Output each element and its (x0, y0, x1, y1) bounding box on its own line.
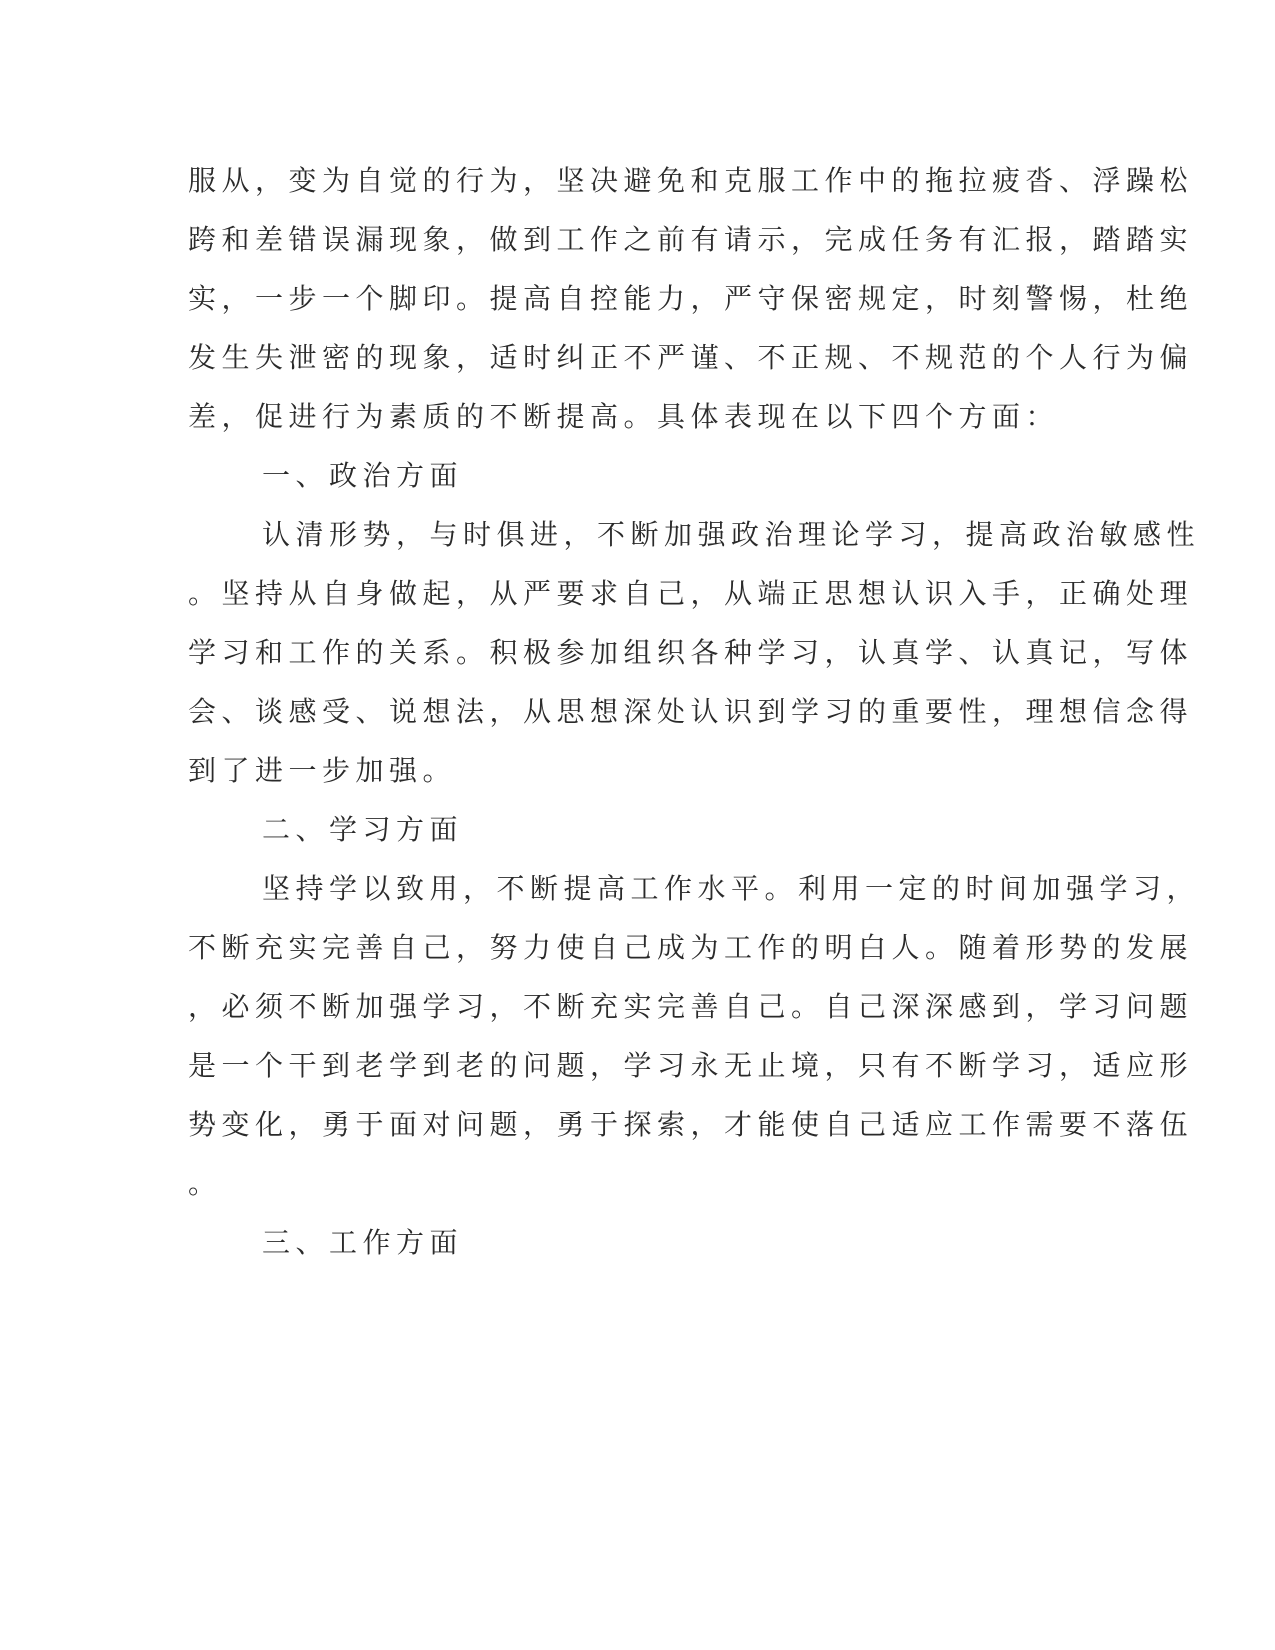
section-heading-work: 三、工作方面 (262, 1226, 464, 1259)
paragraph-line: 跨和差错误漏现象，做到工作之前有请示，完成任务有汇报，踏踏实 (188, 223, 1194, 256)
paragraph-line: ，必须不断加强学习，不断充实完善自己。自己深深感到，学习问题 (188, 990, 1194, 1023)
paragraph-line: 是一个干到老学到老的问题，学习永无止境，只有不断学习，适应形 (188, 1049, 1194, 1082)
paragraph-line: 服从，变为自觉的行为，坚决避免和克服工作中的拖拉疲沓、浮躁松 (188, 164, 1194, 197)
paragraph-line: 认清形势，与时俱进，不断加强政治理论学习，提高政治敏感性 (262, 518, 1201, 551)
paragraph-line: 学习和工作的关系。积极参加组织各种学习，认真学、认真记，写体 (188, 636, 1194, 669)
paragraph-line: 差，促进行为素质的不断提高。具体表现在以下四个方面： (188, 400, 1060, 433)
paragraph-line: 势变化，勇于面对问题，勇于探索，才能使自己适应工作需要不落伍 (188, 1108, 1194, 1141)
paragraph-line: 。 (188, 1167, 222, 1200)
paragraph-line: 实，一步一个脚印。提高自控能力，严守保密规定，时刻警惕，杜绝 (188, 282, 1194, 315)
paragraph-line: 不断充实完善自己，努力使自己成为工作的明白人。随着形势的发展 (188, 931, 1194, 964)
paragraph-line: 坚持学以致用，不断提高工作水平。利用一定的时间加强学习， (262, 872, 1201, 905)
paragraph-line: 会、谈感受、说想法，从思想深处认识到学习的重要性，理想信念得 (188, 695, 1194, 728)
paragraph-line: 发生失泄密的现象，适时纠正不严谨、不正规、不规范的个人行为偏 (188, 341, 1194, 374)
paragraph-line: 到了进一步加强。 (188, 754, 457, 787)
section-heading-study: 二、学习方面 (262, 813, 464, 846)
paragraph-line: 。坚持从自身做起，从严要求自己，从端正思想认识入手，正确处理 (188, 577, 1194, 610)
section-heading-politics: 一、政治方面 (262, 459, 464, 492)
